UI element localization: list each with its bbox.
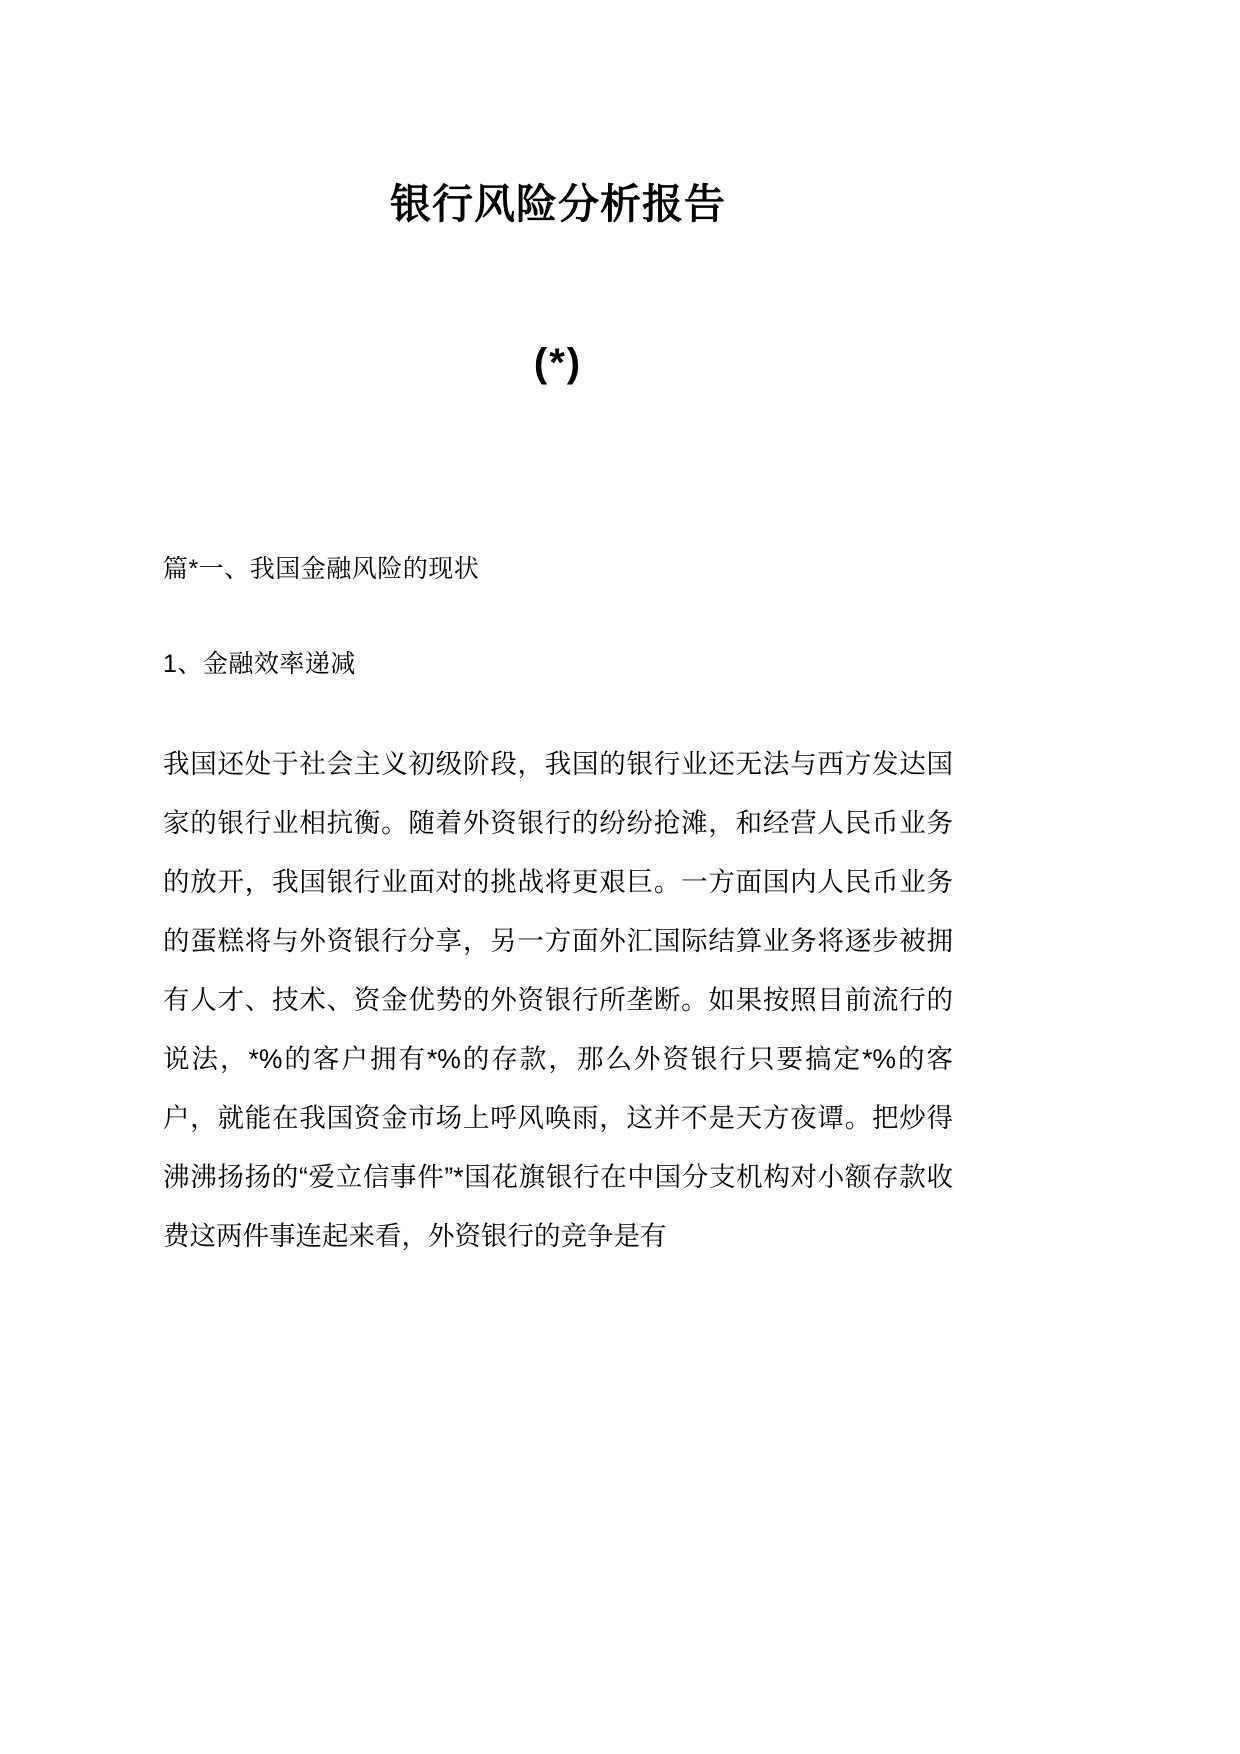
document-title: 银行风险分析报告 (390, 181, 726, 227)
document-subtitle: (*) (533, 341, 583, 386)
section-heading: 篇*一、我国金融风险的现状 (163, 555, 480, 584)
body-paragraph: 我国还处于社会主义初级阶段，我国的银行业还无法与西方发达国家的银行业相抗衡。随着外资银行的纷纷抢滩，和经营人民币业务的放开，我国银行业面对的挑战将更艰巨。一方面国内人民币业务的蛋糕将与外资银行分享，另一方面外汇国际结算业务将逐步被拥有人才、技术、资金优势的外资银行所垄断。如果按照目前流行的说法，*%的客户拥有*%的存款，那么外资银行只要搞定*%的客户，就能在我国资金市场上呼风唤雨，这并不是天方夜谭。把炒得沸沸扬扬的“爱立信事件”*国花旗银行在中国分支机构对小额存款收费这两件事连起来看，外资银行的竞争是有 (163, 749, 953, 1252)
sub-heading: 1、金融效率递减 (163, 650, 356, 679)
page-content-column (163, 0, 953, 1266)
